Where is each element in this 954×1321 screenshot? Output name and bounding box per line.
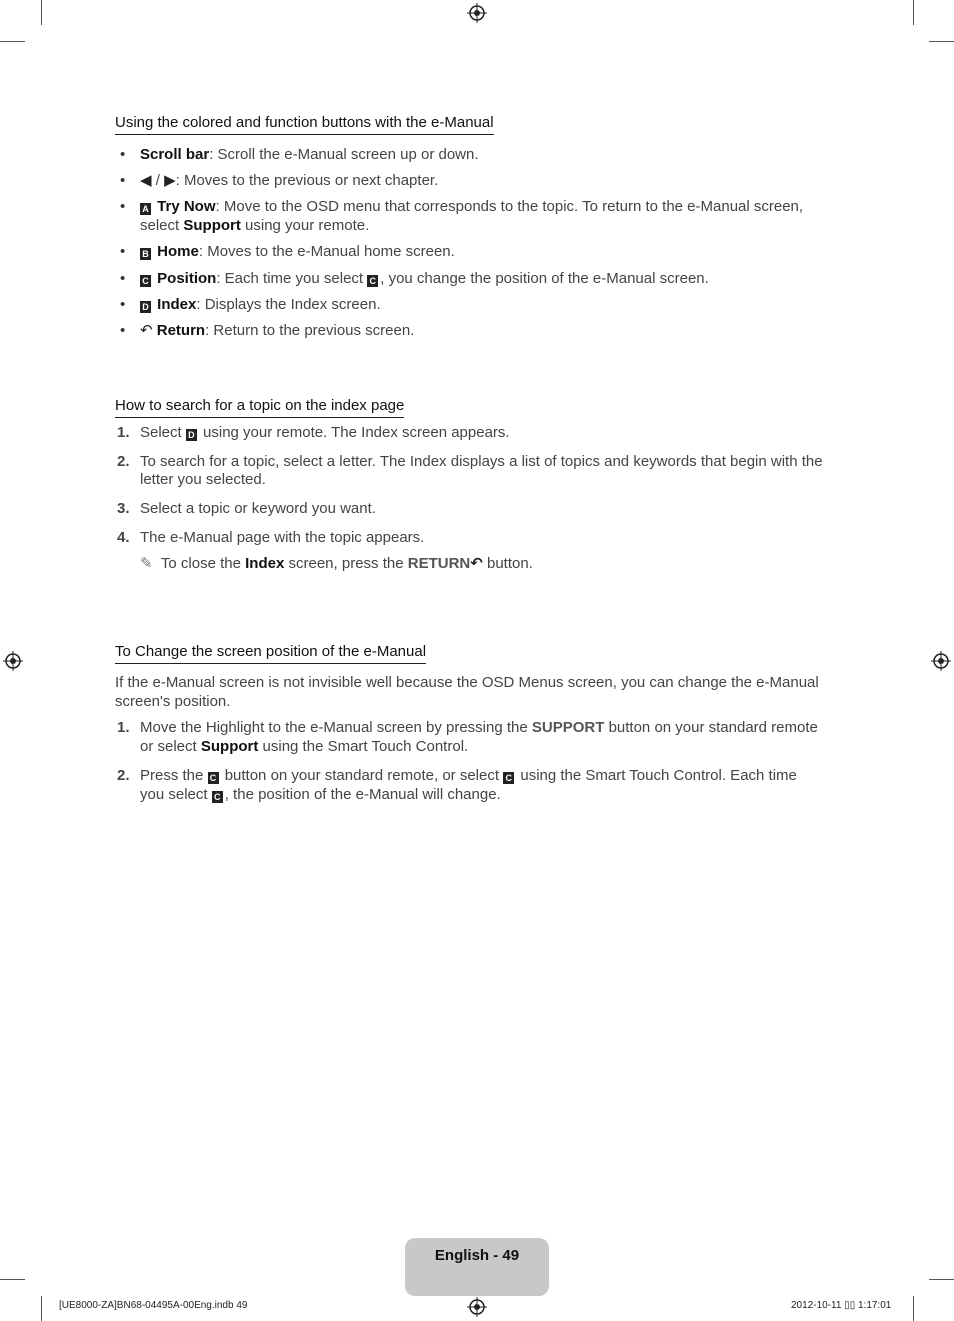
crop-mark [0, 41, 25, 42]
c-button-icon: C [212, 791, 223, 803]
c-button-icon: C [367, 275, 378, 287]
crop-mark [929, 1279, 954, 1280]
step-number: 3. [117, 500, 130, 517]
list-item-try-now-line2: select Support using your remote. [140, 217, 370, 234]
a-button-icon: A [140, 203, 151, 215]
list-item-try-now: A Try Now: Move to the OSD menu that corresponds to the topic. To return to the e-Manual screen, [140, 197, 803, 216]
step-text: To search for a topic, select a letter. The Index displays a list of topics and keywords that begin with the [140, 453, 823, 470]
left-arrow-icon: ◀ [140, 172, 152, 189]
step-number: 1. [117, 424, 130, 441]
list-item-scroll-bar: Scroll bar: Scroll the e-Manual screen up or down. [140, 146, 479, 163]
crop-mark [0, 1279, 25, 1280]
step-number: 4. [117, 529, 130, 546]
step-number: 1. [117, 719, 130, 736]
right-arrow-icon: ▶ [164, 172, 176, 189]
registration-mark-icon [3, 651, 23, 671]
registration-mark-icon [931, 651, 951, 671]
step-text: Press the C button on your standard remote, or select C using the Smart Touch Control. Each time [140, 767, 797, 784]
step-text: Select D using your remote. The Index screen appears. [140, 424, 510, 441]
step-text-line2: you select C , the position of the e-Manual will change. [140, 786, 501, 803]
d-button-icon: D [140, 301, 151, 313]
return-icon: ↶ [470, 555, 483, 572]
section-heading-index-search: How to search for a topic on the index page [115, 397, 404, 418]
crop-mark [41, 1296, 42, 1321]
step-text: Move the Highlight to the e-Manual screen by pressing the SUPPORT button on your standard remote [140, 719, 818, 736]
footer-timestamp: 2012-10-11 ▯▯ 1:17:01 [791, 1300, 892, 1311]
intro-text-line2: screen's position. [115, 693, 231, 710]
note: ✎ To close the Index screen, press the RETURN↶ button. [140, 555, 533, 572]
crop-mark [929, 41, 954, 42]
step-text-line2: or select Support using the Smart Touch Control. [140, 738, 469, 755]
bullet: • [120, 172, 126, 189]
list-item-position: C Position: Each time you select C , you change the position of the e-Manual screen. [140, 269, 709, 288]
page-number: English - 49 [434, 1247, 520, 1264]
crop-mark [913, 0, 914, 25]
c-button-icon: C [140, 275, 151, 287]
bullet: • [120, 243, 126, 260]
b-button-icon: B [140, 248, 151, 260]
bullet: • [120, 198, 126, 215]
registration-mark-icon [467, 1297, 487, 1317]
bullet: • [120, 146, 126, 163]
c-button-icon: C [503, 772, 514, 784]
list-item-chapter-arrows: ◀ / ▶: Moves to the previous or next chapter. [140, 172, 439, 189]
section-heading-colored-buttons: Using the colored and function buttons with the e-Manual [115, 114, 494, 135]
step-text: Select a topic or keyword you want. [140, 500, 376, 517]
registration-mark-icon [467, 3, 487, 23]
list-item-home: B Home: Moves to the e-Manual home screen. [140, 242, 455, 261]
footer-file-info: [UE8000-ZA]BN68-04495A-00Eng.indb 49 [59, 1300, 248, 1311]
crop-mark [913, 1296, 914, 1321]
list-item-return: ↶ Return: Return to the previous screen. [140, 322, 415, 339]
d-button-icon: D [186, 429, 197, 441]
step-number: 2. [117, 453, 130, 470]
list-item-index: D Index: Displays the Index screen. [140, 295, 381, 314]
crop-mark [41, 0, 42, 25]
bullet: • [120, 270, 126, 287]
bullet: • [120, 322, 126, 339]
intro-text: If the e-Manual screen is not invisible well because the OSD Menus screen, you can change the e-Manual [115, 674, 819, 691]
step-text: The e-Manual page with the topic appears. [140, 529, 425, 546]
step-number: 2. [117, 767, 130, 784]
c-button-icon: C [208, 772, 219, 784]
return-icon: ↶ [140, 322, 153, 339]
section-heading-screen-position: To Change the screen position of the e-Manual [115, 643, 426, 664]
note-pencil-icon: ✎ [140, 555, 153, 572]
bullet: • [120, 296, 126, 313]
step-text-line2: letter you selected. [140, 471, 266, 488]
